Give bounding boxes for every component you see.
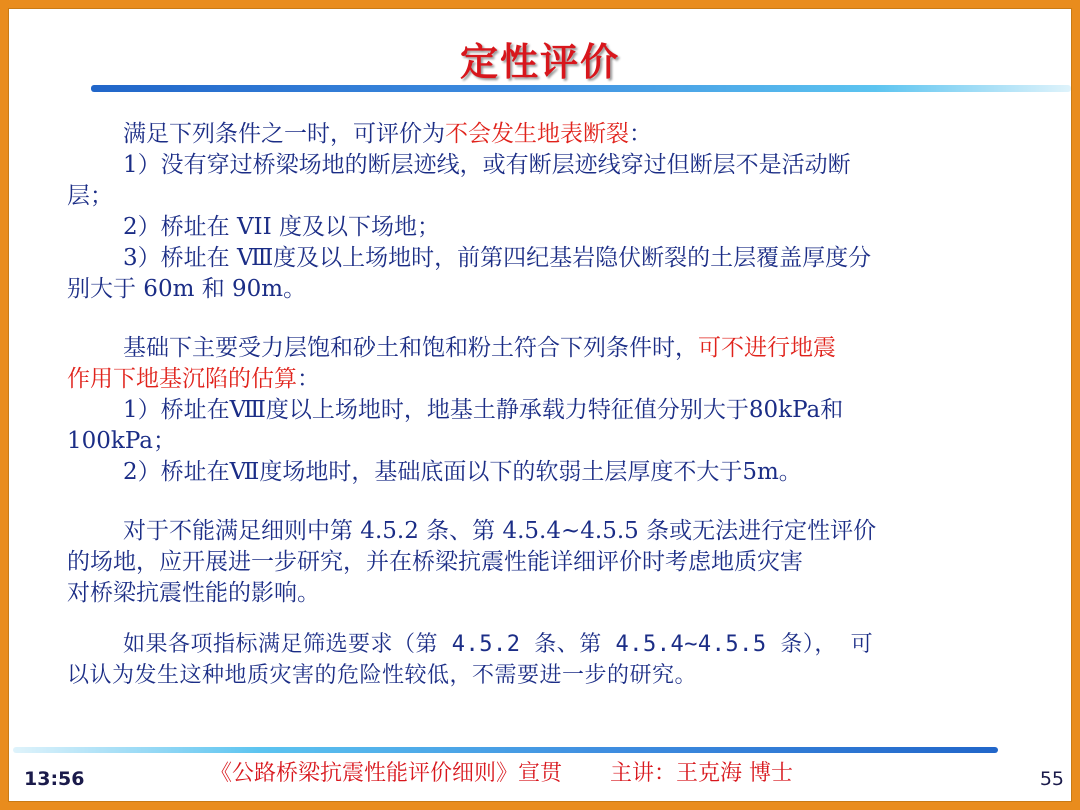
section1-highlight: 不会发生地表断裂 (445, 121, 629, 147)
section1-item1-cont: 层； (67, 183, 113, 209)
section2-intro-suffix: ： (297, 366, 320, 392)
section2-intro (67, 333, 987, 364)
section3-line1: 对于不能满足细则中第 4.5.2 条、第 4.5.4~4.5.5 条或无法进行定性评价 (123, 518, 877, 544)
section-foundation-settlement (67, 333, 987, 488)
spacer (67, 305, 987, 333)
section1-intro-suffix: ： (629, 121, 652, 147)
slide-content (67, 119, 987, 691)
footer-course-info (210, 756, 793, 787)
footer-time: 13:56 (24, 768, 85, 790)
spacer (67, 609, 987, 629)
section-further-study (67, 516, 987, 609)
section-screening (67, 629, 987, 691)
section2-item1: 1）桥址在Ⅷ度以上场地时，地基土静承载力特征值分别大于80kPa和 (123, 397, 844, 423)
footer-speaker: 主讲：王克海 博士 (610, 761, 794, 786)
section3-line3: 对桥梁抗震性能的影响。 (67, 580, 320, 606)
title-divider (91, 85, 1071, 92)
slide-title: 定性评价 (459, 40, 620, 84)
spacer (67, 488, 987, 516)
section1-intro-text: 满足下列条件之一时，可评价为 (123, 121, 445, 147)
slide (8, 8, 1072, 802)
section2-intro-text: 基础下主要受力层饱和砂土和饱和粉土符合下列条件时， (123, 335, 698, 361)
section4-line1: 如果各项指标满足筛选要求（第 4.5.2 条、第 4.5.4~4.5.5 条）， 可 (123, 632, 874, 657)
section2-item2: 2）桥址在Ⅶ度场地时，基础底面以下的软弱土层厚度不大于5m。 (123, 459, 802, 485)
section3-line2: 的场地，应开展进一步研究，并在桥梁抗震性能详细评价时考虑地质灾害 (67, 549, 803, 575)
section1-intro (67, 119, 987, 150)
section1-item3-cont: 别大于 60m 和 90m。 (67, 276, 307, 302)
footer-divider (13, 747, 998, 753)
section2-highlight-2: 作用下地基沉陷的估算 (67, 366, 297, 392)
section2-item1-cont: 100kPa； (67, 428, 176, 454)
footer-course-title: 《公路桥梁抗震性能评价细则》宣贯 (210, 761, 563, 786)
section1-item3: 3）桥址在 Ⅷ度及以上场地时，前第四纪基岩隐伏断裂的土层覆盖厚度分 (123, 245, 872, 271)
section-surface-rupture (67, 119, 987, 305)
page-number: 55 (1039, 768, 1064, 790)
section1-item2: 2）桥址在 VII 度及以下场地； (123, 214, 441, 240)
section2-highlight-1: 可不进行地震 (698, 335, 836, 361)
section2-intro-cont (67, 364, 987, 395)
section1-item1: 1）没有穿过桥梁场地的断层迹线，或有断层迹线穿过但断层不是活动断 (123, 152, 851, 178)
section4-line2: 以认为发生这种地质灾害的危险性较低，不需要进一步的研究。 (67, 663, 698, 688)
